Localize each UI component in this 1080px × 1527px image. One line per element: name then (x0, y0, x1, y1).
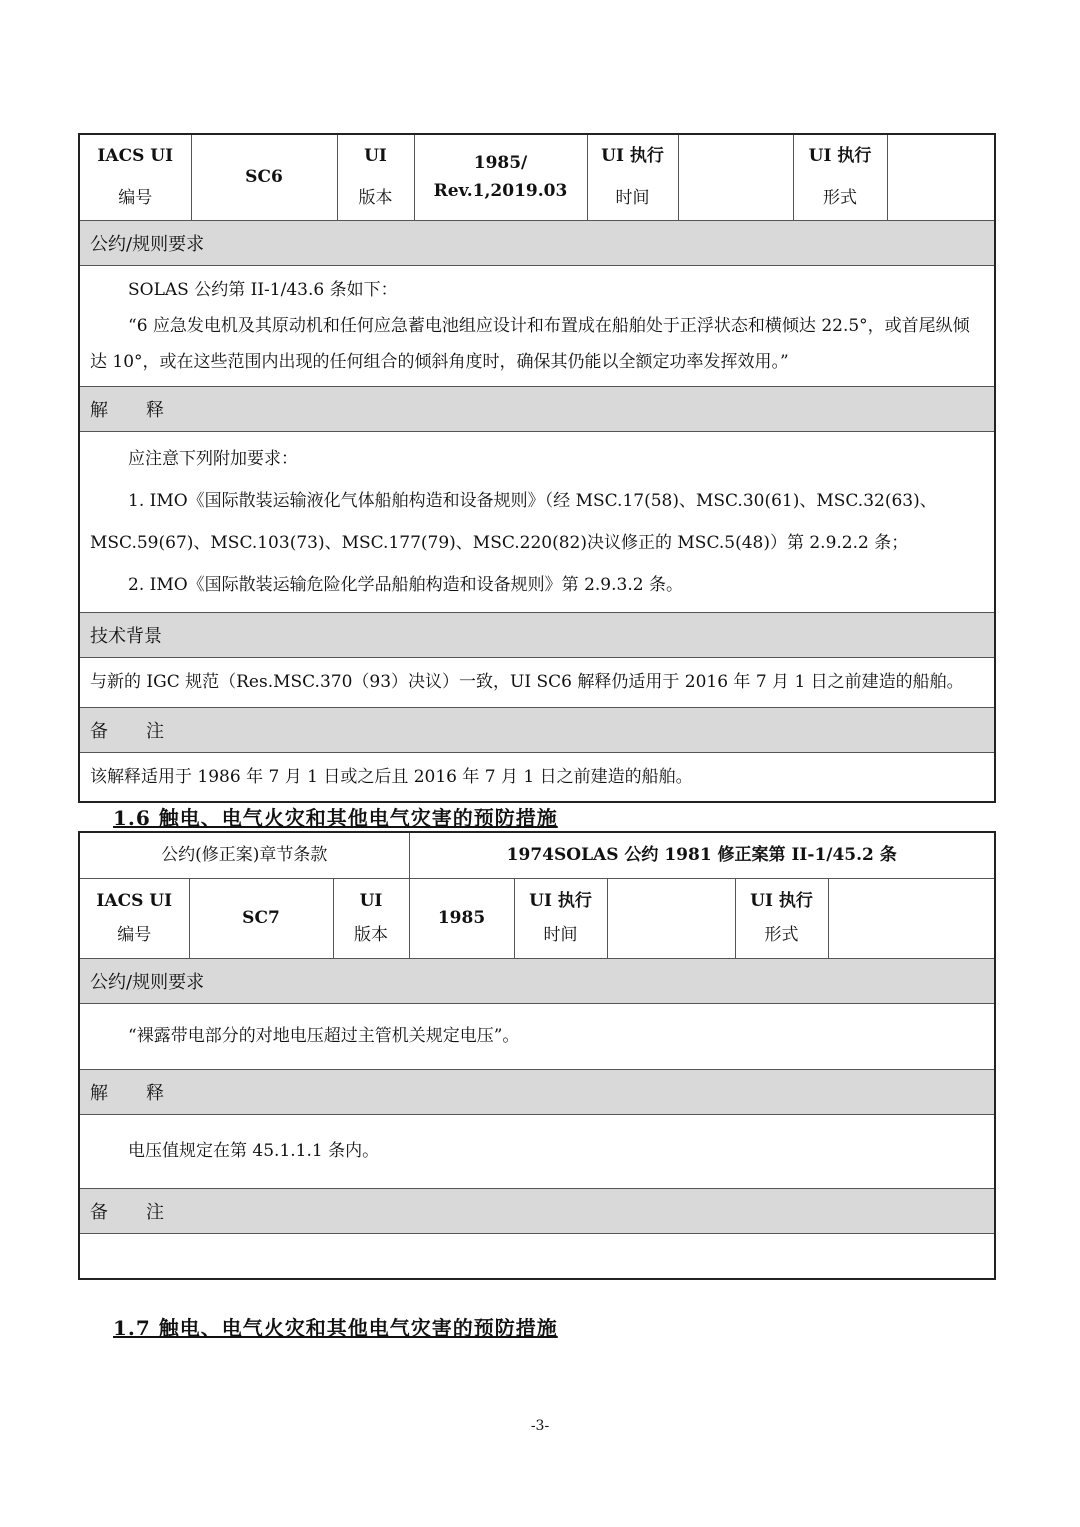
iacs-value-cell (191, 134, 337, 220)
interpretation-heading (79, 386, 995, 431)
notes-heading (79, 707, 995, 752)
interpretation-item-2: 2. IMO《国际散装运输危险化学品船舶构造和设备规则》第 2.9.3.2 条。 (128, 574, 683, 595)
exec-time-label: UI 执行 (601, 146, 664, 167)
ui-version-value: 1985/ (473, 153, 528, 174)
requirements-body (79, 265, 995, 386)
iacs-value: SC7 (242, 908, 280, 928)
background-heading: 技术背景 (79, 612, 995, 657)
exec-form-label: UI 执行 (808, 146, 872, 167)
exec-time-label-cell (514, 878, 607, 958)
notes-heading (79, 1188, 995, 1233)
iacs-value-cell (189, 878, 333, 958)
exec-form-value (887, 134, 995, 220)
notes-body: 该解释适用于 1986 年 7 月 1 日或之后且 2016 年 7 月 1 日之前建造的船舶。 (79, 752, 995, 802)
iacs-label: IACS UI (97, 146, 174, 167)
requirements-text: “裸露带电部分的对地电压超过主管机关规定电压”。 (128, 1026, 520, 1046)
interpretation-text: 电压值规定在第 45.1.1.1 条内。 (128, 1141, 380, 1161)
table-sc6 (78, 133, 996, 803)
iacs-label-cell (79, 878, 189, 958)
ui-version-label-cell (337, 134, 414, 220)
ui-version-rev: Rev.1,2019.03 (433, 181, 568, 202)
notes-body (79, 1233, 995, 1279)
exec-form-label-sub: 形式 (764, 925, 799, 945)
ui-version-value: 1985 (437, 908, 486, 928)
clause-value-text: 1974SOLAS 公约 1981 修正案第 II-1/45.2 条 (506, 845, 897, 866)
requirements-intro: SOLAS 公约第 II-1/43.6 条如下： (128, 279, 398, 300)
exec-form-label-sub: 形式 (823, 188, 857, 209)
iacs-label-sub: 编号 (118, 188, 153, 209)
exec-time-label-cell (587, 134, 678, 220)
background-body: 与新的 IGC 规范（Res.MSC.370（93）决议）一致，UI SC6 解释仍适用于 2016 年 7 月 1 日之前建造的船舶。 (79, 657, 995, 707)
iacs-label-sub: 编号 (117, 925, 152, 945)
section-heading-1-6: 1.6 触电、电气火灾和其他电气灾害的预防措施 (113, 806, 558, 830)
exec-form-label: UI 执行 (750, 891, 813, 911)
exec-time-label: UI 执行 (529, 891, 592, 911)
header-row (79, 134, 995, 220)
interpretation-heading (79, 1069, 995, 1114)
notes-title: 备注 (90, 1201, 202, 1223)
ui-label-sub: 版本 (354, 925, 388, 945)
iacs-label-cell (79, 134, 191, 220)
interpretation-title: 解释 (90, 1082, 202, 1104)
requirements-heading: 公约/规则要求 (79, 958, 995, 1003)
section-heading-1-7: 1.7 触电、电气火灾和其他电气灾害的预防措施 (113, 1316, 558, 1340)
ui-label: UI (364, 146, 387, 167)
exec-time-value (607, 878, 735, 958)
exec-form-value (828, 878, 995, 958)
ui-label: UI (359, 891, 383, 911)
exec-form-label-cell (735, 878, 828, 958)
interpretation-title: 解释 (90, 399, 202, 421)
ui-version-label-cell (333, 878, 409, 958)
exec-time-label-sub: 时间 (615, 188, 650, 209)
table-sc7 (78, 831, 996, 1280)
interpretation-intro: 应注意下列附加要求： (128, 448, 298, 469)
exec-time-value (678, 134, 793, 220)
exec-form-label-cell (793, 134, 887, 220)
ui-label-sub: 版本 (358, 188, 393, 209)
clause-value (409, 832, 995, 878)
clause-label: 公约(修正案)章节条款 (79, 832, 409, 878)
notes-title: 备注 (90, 720, 202, 742)
exec-time-label-sub: 时间 (543, 925, 578, 945)
requirements-quote: “6 应急发电机及其原动机和任何应急蓄电池组应设计和布置成在船舶处于正浮状态和横倾达 22.5°，或首尾纵倾达 10°，或在这些范围内出现的任何组合的倾斜角度时，确保其仍能以全额定功率发挥效用。” (90, 315, 970, 372)
interpretation-body (79, 1114, 995, 1188)
ui-version-value-cell (409, 878, 514, 958)
page-number: -3- (530, 1418, 550, 1434)
ui-version-value-cell (414, 134, 587, 220)
requirements-body (79, 1003, 995, 1069)
iacs-value: SC6 (245, 167, 283, 188)
requirements-heading: 公约/规则要求 (79, 220, 995, 265)
interpretation-body (79, 431, 995, 612)
interpretation-item-1: 1. IMO《国际散装运输液化气体船舶构造和设备规则》（经 MSC.17(58)、MSC.30(61)、MSC.32(63)、MSC.59(67)、MSC.103(73)、MSC.177(79)、MSC.220(82)决议修正的 MSC.5(48)）第 2.9.2.2 条； (90, 490, 937, 553)
iacs-label: IACS UI (96, 891, 173, 911)
